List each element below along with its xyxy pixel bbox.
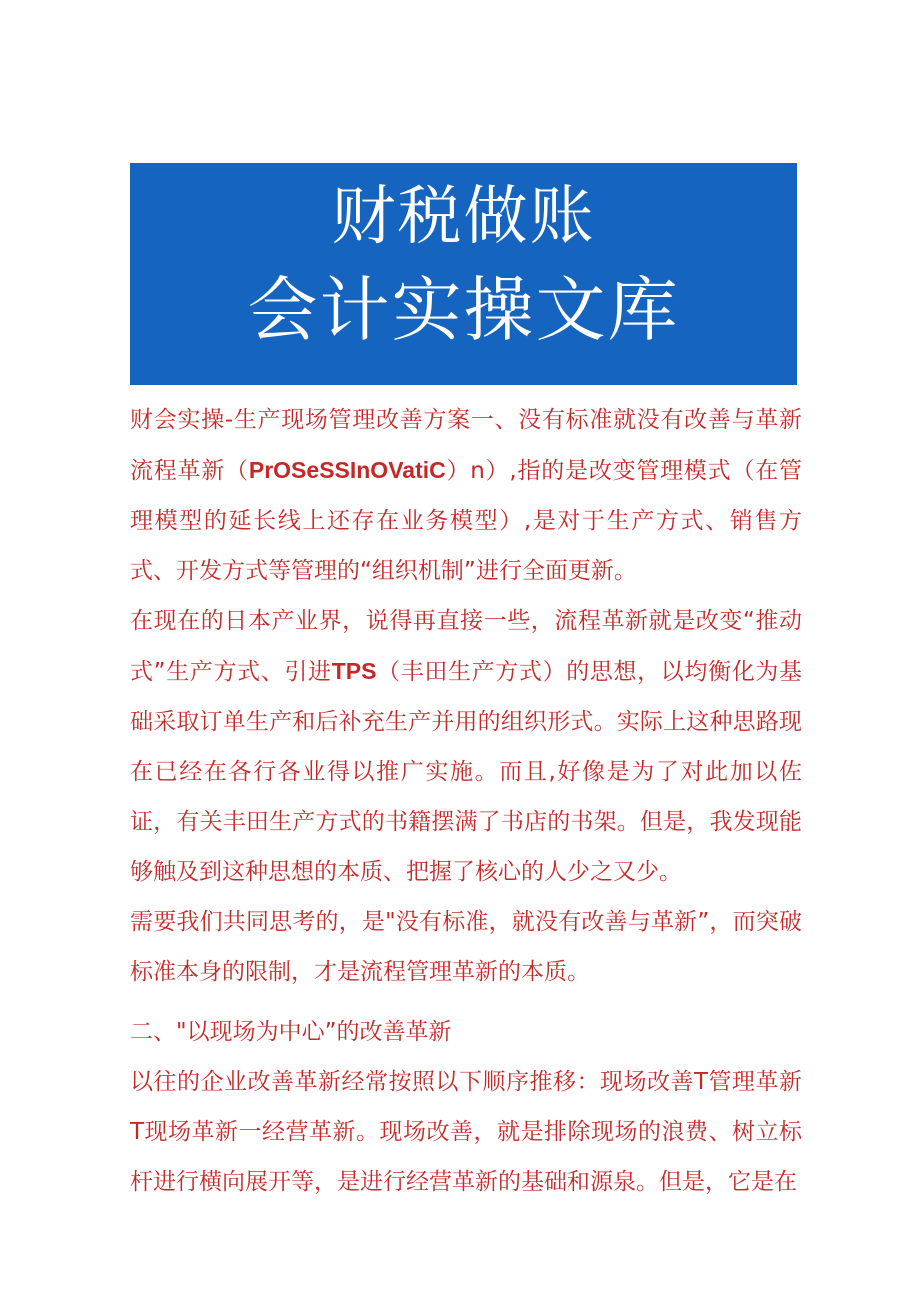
paragraph-3: 需要我们共同思考的，是"没有标准，就没有改善与革新”，而突破标准本身的限制，才是流程管理革新的本质。 <box>130 909 802 985</box>
paragraph-1-text-a: 财会实操-生产现场管理改善方案一、没有标准就没有改善与革新流程革新（ <box>130 407 802 484</box>
section-heading-2: 二、"以现场为中心”的改善革新 <box>130 1019 452 1045</box>
paragraph-2 <box>130 596 802 897</box>
paragraph-1-text-c: ）n）,指的是改变管理模式（在管理模型的延长线上还存在业务模型）,是对于生产方式、销售方式、开发方式等管理的“组织机制”进行全面更新。 <box>130 458 803 584</box>
title-banner <box>130 163 797 385</box>
paragraph-2-text-c: （丰田生产方式）的思想，以均衡化为基础采取订单生产和后补充生产并用的组织形式。实际上这种思路现在已经在各行各业得以推广实施。而且,好像是为了对此加以佐证，有关丰田生产方式的书籍摆满了书店的书架。但是，我发现能够触及到这种思想的本质、把握了核心的人少之又少。 <box>130 659 803 885</box>
paragraph-2-term: TPS <box>331 658 377 684</box>
document-body <box>130 395 802 1207</box>
banner-title-line2: 会计实操文库 <box>247 269 680 351</box>
paragraph-2-text-a: 在现在的日本产业界，说得再直接一些，流程革新就是改变“推动式”生产方式、引进 <box>130 608 802 685</box>
paragraph-4: 以往的企业改善革新经常按照以下顺序推移：现场改善T管理革新T现场革新一经营革新。现场改善，就是排除现场的浪费、树立标杆进行横向展开等，是进行经营革新的基础和源泉。但是，它是在 <box>130 1069 802 1195</box>
paragraph-1 <box>130 395 802 596</box>
paragraph-1-term: PrOSeSSInOVatiC <box>248 457 446 483</box>
banner-title-line1: 财税做账 <box>331 180 596 254</box>
